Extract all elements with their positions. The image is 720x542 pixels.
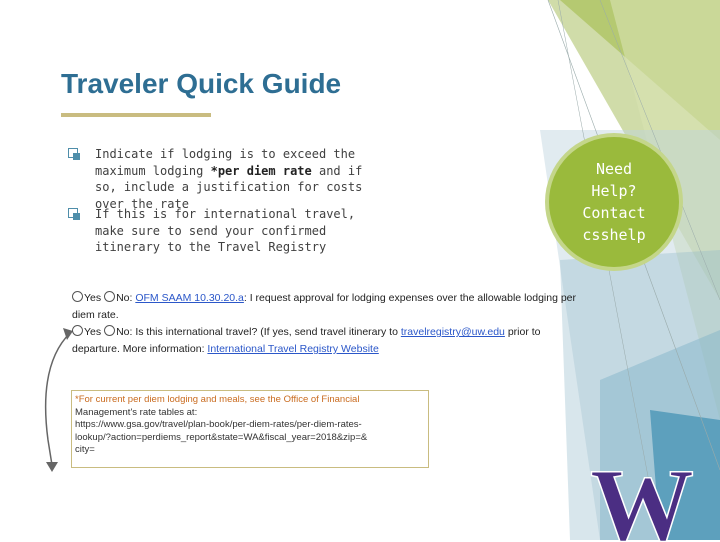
bullet-international: If this is for international travel, make sure to send your confirmed itinerary to the Travel Registry <box>68 206 380 256</box>
travel-registry-email-link[interactable]: travelregistry@uw.edu <box>400 326 505 338</box>
need-help-text: Need Help? Contact csshelp <box>582 160 646 244</box>
radio-yes-lodging[interactable] <box>72 291 83 302</box>
international-registry-website-link[interactable]: International Travel Registry Website <box>207 343 379 355</box>
page-title: Traveler Quick Guide <box>61 68 342 99</box>
title-underline <box>61 113 211 117</box>
bullet-lodging: Indicate if lodging is to exceed the maximum lodging *per diem rate and if so, include a justification for costs over the rate <box>68 146 380 212</box>
radio-yes-international[interactable] <box>72 325 83 336</box>
radio-no-international[interactable] <box>104 325 115 336</box>
radio-no-lodging[interactable] <box>104 291 115 302</box>
ofm-saam-link[interactable]: OFM SAAM 10.30.20.a <box>135 292 244 304</box>
need-help-badge[interactable] <box>549 137 679 267</box>
per-diem-rate-label: *per diem rate <box>210 163 312 178</box>
bullet-icon <box>68 208 78 218</box>
uw-logo <box>586 462 698 542</box>
approval-form: Yes No: OFM SAAM 10.30.20.a: I request approval for lodging expenses over the allowable lodging per diem rate. Yes No: Is this international travel? (If yes, send travel itinerary to travelregistry@uw.edu prior to departure. More information: International Travel Registry Website <box>72 292 577 355</box>
uw-logo-letter: W <box>590 462 694 542</box>
gsa-url[interactable]: https://www.gsa.gov/travel/plan-book/per-diem-rates/per-diem-rates- <box>75 419 362 430</box>
bullet-icon <box>68 148 78 158</box>
per-diem-note: *For current per diem lodging and meals, see the Office of Financial Management's rate tables at: https://www.gsa.gov/travel/plan-book/per-diem-rates/per-diem-rates- lookup/?action=perdiems_report&state=WA&fiscal_year=2018&zip=& city= <box>71 390 429 468</box>
